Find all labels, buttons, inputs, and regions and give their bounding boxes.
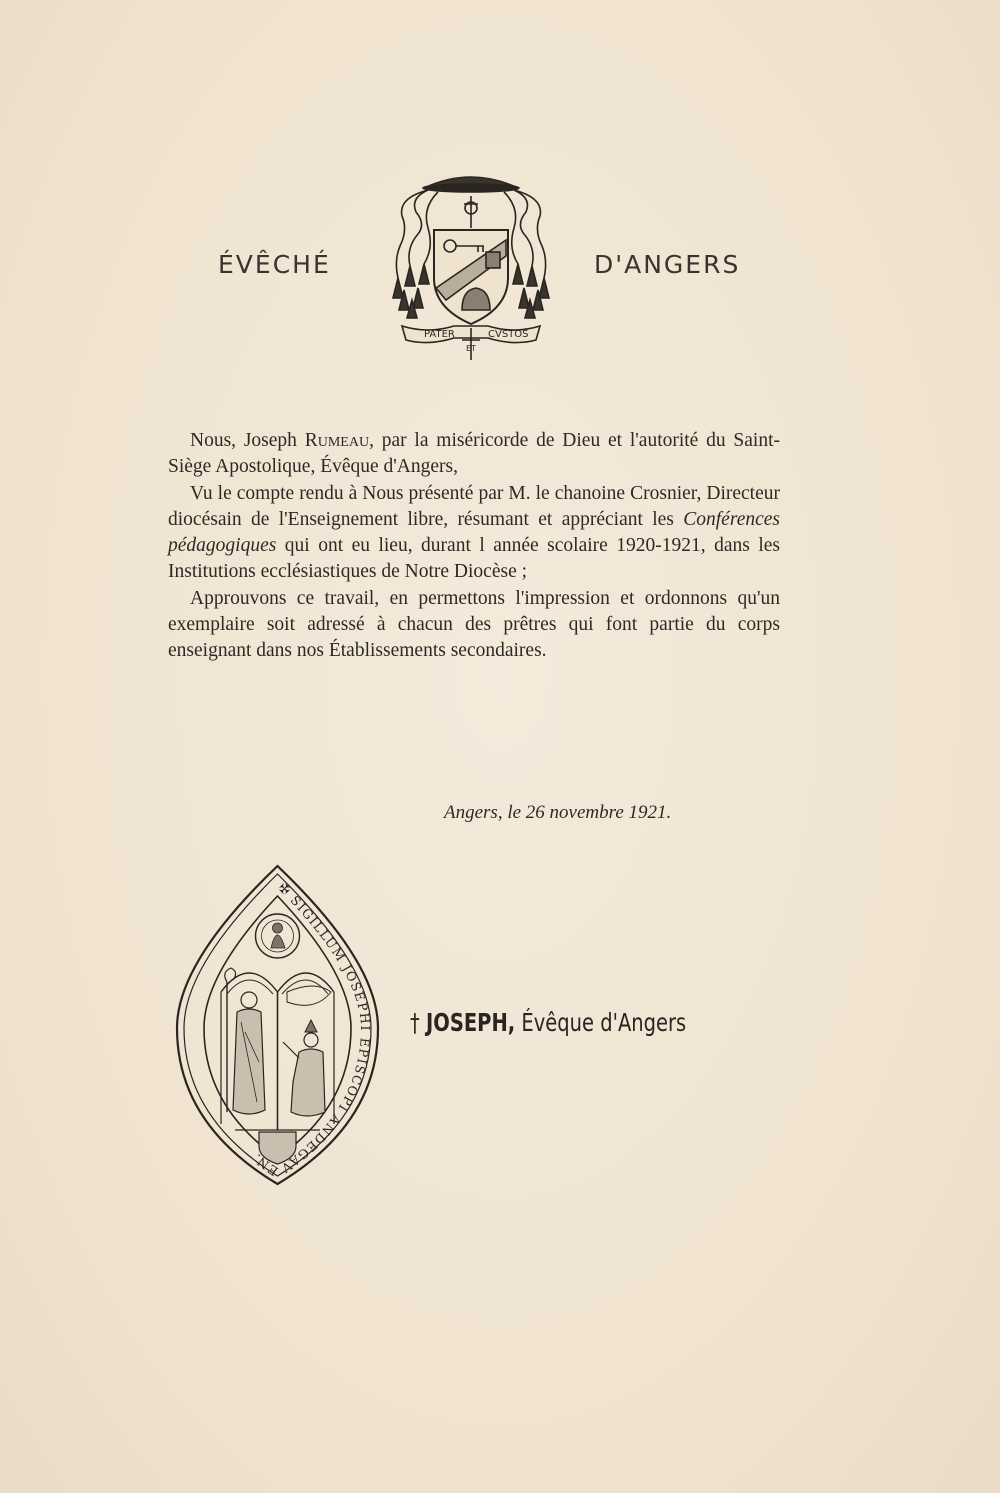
conferences-title: Conférences pédagogiques [168, 508, 780, 557]
paragraph-2 [168, 481, 780, 586]
paragraph-3: Approuvons ce travail, en permettons l'impression et ordonnons qu'un exemplaire soit adressé à chacun des prêtres qui font partie du corps enseignant dans nos Établissements secondaires. [168, 587, 780, 662]
date-line: Angers, le 26 novembre 1921. [444, 802, 672, 823]
p2-text-a: Vu le compte rendu à Nous présenté par M. le chanoine Crosnier, Directeur diocésain de l'Enseignement libre, résumant et appréciant les [168, 482, 780, 530]
motto-right-text: CVSTOS [488, 329, 529, 340]
episcopal-seal-icon [175, 862, 380, 1188]
heading-eveche: ÉVÊCHÉ [218, 250, 331, 279]
signature-name: JOSEPH, [425, 1008, 516, 1037]
p2-text-b: qui ont eu lieu, durant l année scolaire 1920-1921, dans les Institutions ecclésiastiques de Notre Diocèse ; [168, 535, 780, 583]
seal-legend-text: ✠ SIGILLUM JOSEPHI EPISCOPI ANDEGAVEN. [249, 879, 374, 1179]
p1-text-b: , par la miséricorde de Dieu et l'autorité du Saint-Siège Apostolique, Évêque d'Angers, [168, 430, 780, 478]
cross-icon: † [410, 1008, 420, 1037]
bishop-signature [410, 1008, 686, 1037]
heading-angers: D'ANGERS [594, 250, 741, 279]
motto-center-text: ET [466, 344, 476, 353]
p1-text-a: Nous, Joseph [190, 430, 305, 451]
coat-of-arms-icon [388, 168, 554, 362]
signature-title: Évêque d'Angers [521, 1008, 687, 1037]
motto-left-text: PATER [424, 329, 455, 340]
letter-body [168, 428, 780, 665]
bishop-surname: Rumeau [304, 430, 370, 451]
paragraph-1 [168, 428, 780, 481]
